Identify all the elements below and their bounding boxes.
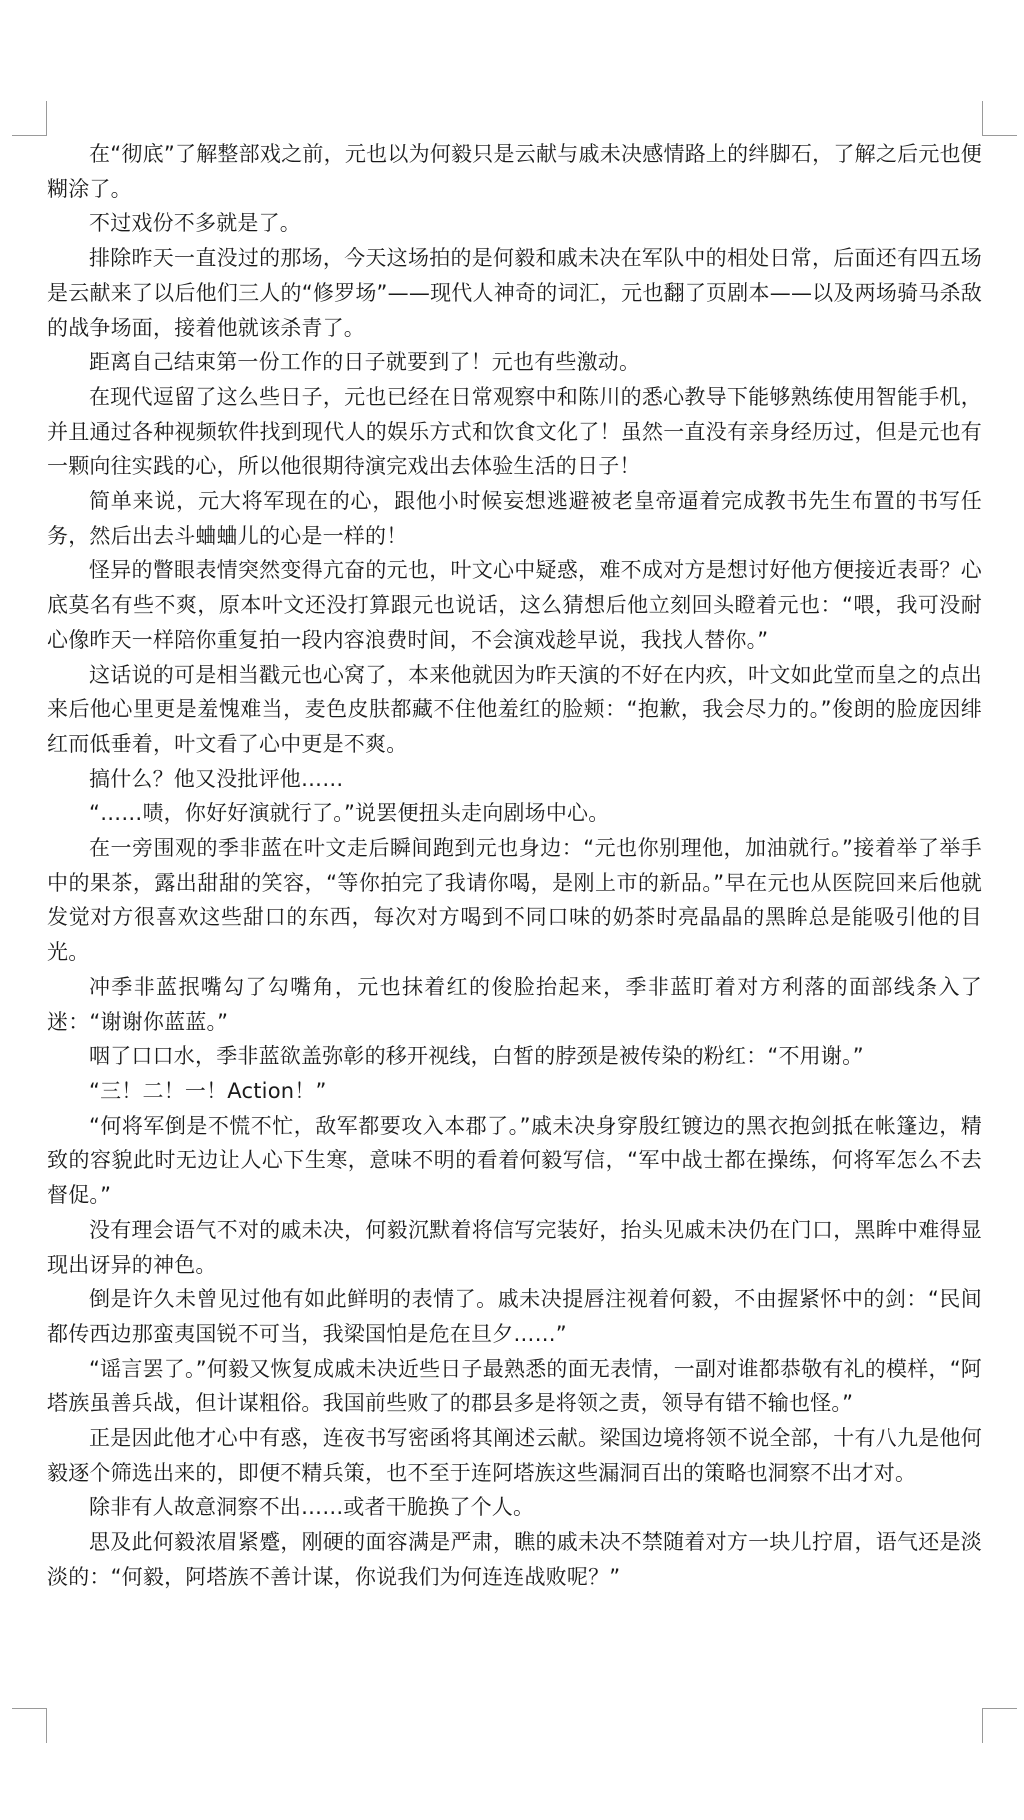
paragraph: “谣言罢了。”何毅又恢复成戚未决近些日子最熟悉的面无表情，一副对谁都恭敬有礼的模样，“阿塔族虽善兵战，但计谋粗俗。我国前些败了的郡县多是将领之责，领导有错不输也怪。”: [47, 1356, 982, 1416]
crop-mark-bottom-left: [12, 1708, 47, 1743]
paragraph: 在现代逗留了这么些日子，元也已经在日常观察中和陈川的悉心教导下能够熟练使用智能手机，并且通过各种视频软件找到现代人的娱乐方式和饮食文化了！虽然一直没有亲身经历过，但是元也有一颗向往实践的心，所以他很期待演完戏出去体验生活的日子！: [47, 384, 982, 479]
paragraph: 怪异的瞥眼表情突然变得亢奋的元也，叶文心中疑惑，难不成对方是想讨好他方便接近表哥？心底莫名有些不爽，原本叶文还没打算跟元也说话，这么猜想后他立刻回头瞪着元也：“喂，我可没耐心像昨天一样陪你重复拍一段内容浪费时间，不会演戏趁早说，我找人替你。”: [47, 558, 982, 652]
paragraph: 正是因此他才心中有惑，连夜书写密函将其阐述云献。梁国边境将领不说全部，十有八九是他何毅逐个筛选出来的，即便不精兵策，也不至于连阿塔族这些漏洞百出的策略也洞察不出才对。: [47, 1426, 982, 1485]
paragraph: 排除昨天一直没过的那场，今天这场拍的是何毅和戚未决在军队中的相处日常，后面还有四五场是云献来了以后他们三人的“修罗场”——现代人神奇的词汇，元也翻了页剧本——以及两场骑马杀敌的战争场面，接着他就该杀青了。: [47, 246, 982, 340]
paragraph: 在一旁围观的季非蓝在叶文走后瞬间跑到元也身边：“元也你别理他，加油就行。”接着举了举手中的果茶，露出甜甜的笑容，“等你拍完了我请你喝，是刚上市的新品。”早在元也从医院回来后他就发觉对方很喜欢这些甜口的东西，每次对方喝到不同口味的奶茶时亮晶晶的黑眸总是能吸引他的目光。: [47, 836, 982, 965]
crop-mark-top-left: [12, 101, 47, 136]
paragraph: 咽了口口水，季非蓝欲盖弥彰的移开视线，白皙的脖颈是被传染的粉红：“不用谢。”: [89, 1044, 864, 1069]
paragraph: 简单来说，元大将军现在的心，跟他小时候妄想逃避被老皇帝逼着完成教书先生布置的书写任务，然后出去斗蛐蛐儿的心是一样的！: [47, 489, 982, 548]
paragraph: 思及此何毅浓眉紧蹙，刚硬的面容满是严肃，瞧的戚未决不禁随着对方一块儿拧眉，语气还是淡淡的：“何毅，阿塔族不善计谋，你说我们为何连连战败呢？”: [47, 1530, 982, 1589]
paragraph: 除非有人故意洞察不出……或者干脆换了个人。: [89, 1495, 535, 1520]
paragraph: 冲季非蓝抿嘴勾了勾嘴角，元也抹着红的俊脸抬起来，季非蓝盯着对方利落的面部线条入了迷：“谢谢你蓝蓝。”: [47, 974, 982, 1034]
paragraph: 在“彻底”了解整部戏之前，元也以为何毅只是云献与戚未决感情路上的绊脚石，了解之后元也便糊涂了。: [47, 142, 982, 201]
paragraph: 这话说的可是相当戳元也心窝了，本来他就因为昨天演的不好在内疚，叶文如此堂而皇之的点出来后他心里更是羞愧难当，麦色皮肤都藏不住他羞红的脸颊：“抱歉，我会尽力的。”俊朗的脸庞因绯红而低垂着，叶文看了心中更是不爽。: [47, 662, 982, 756]
paragraph: 搞什么？他又没批评他……: [89, 766, 344, 791]
paragraph: 倒是许久未曾见过他有如此鲜明的表情了。戚未决提唇注视着何毅，不由握紧怀中的剑：“民间都传西边那蛮夷国锐不可当，我梁国怕是危在旦夕……”: [47, 1287, 982, 1346]
paragraph: 不过戏份不多就是了。: [89, 211, 301, 236]
paragraph: 距离自己结束第一份工作的日子就要到了！元也有些激动。: [89, 350, 641, 375]
paragraph: “……啧，你好好演就行了。”说罢便扭头走向剧场中心。: [89, 801, 610, 826]
paragraph: 没有理会语气不对的戚未决，何毅沉默着将信写完装好，抬头见戚未决仍在门口，黑眸中难得显现出讶异的神色。: [47, 1217, 982, 1277]
document-body: [47, 137, 982, 1595]
paragraph: “三！二！一！Action！”: [89, 1078, 327, 1103]
paragraph: “何将军倒是不慌不忙，敌军都要攻入本郡了。”戚未决身穿殷红镀边的黑衣抱剑抵在帐篷边，精致的容貌此时无边让人心下生寒，意味不明的看着何毅写信，“军中战士都在操练，何将军怎么不去督促。”: [47, 1113, 982, 1208]
crop-mark-top-right: [982, 101, 1017, 136]
crop-mark-bottom-right: [982, 1708, 1017, 1743]
